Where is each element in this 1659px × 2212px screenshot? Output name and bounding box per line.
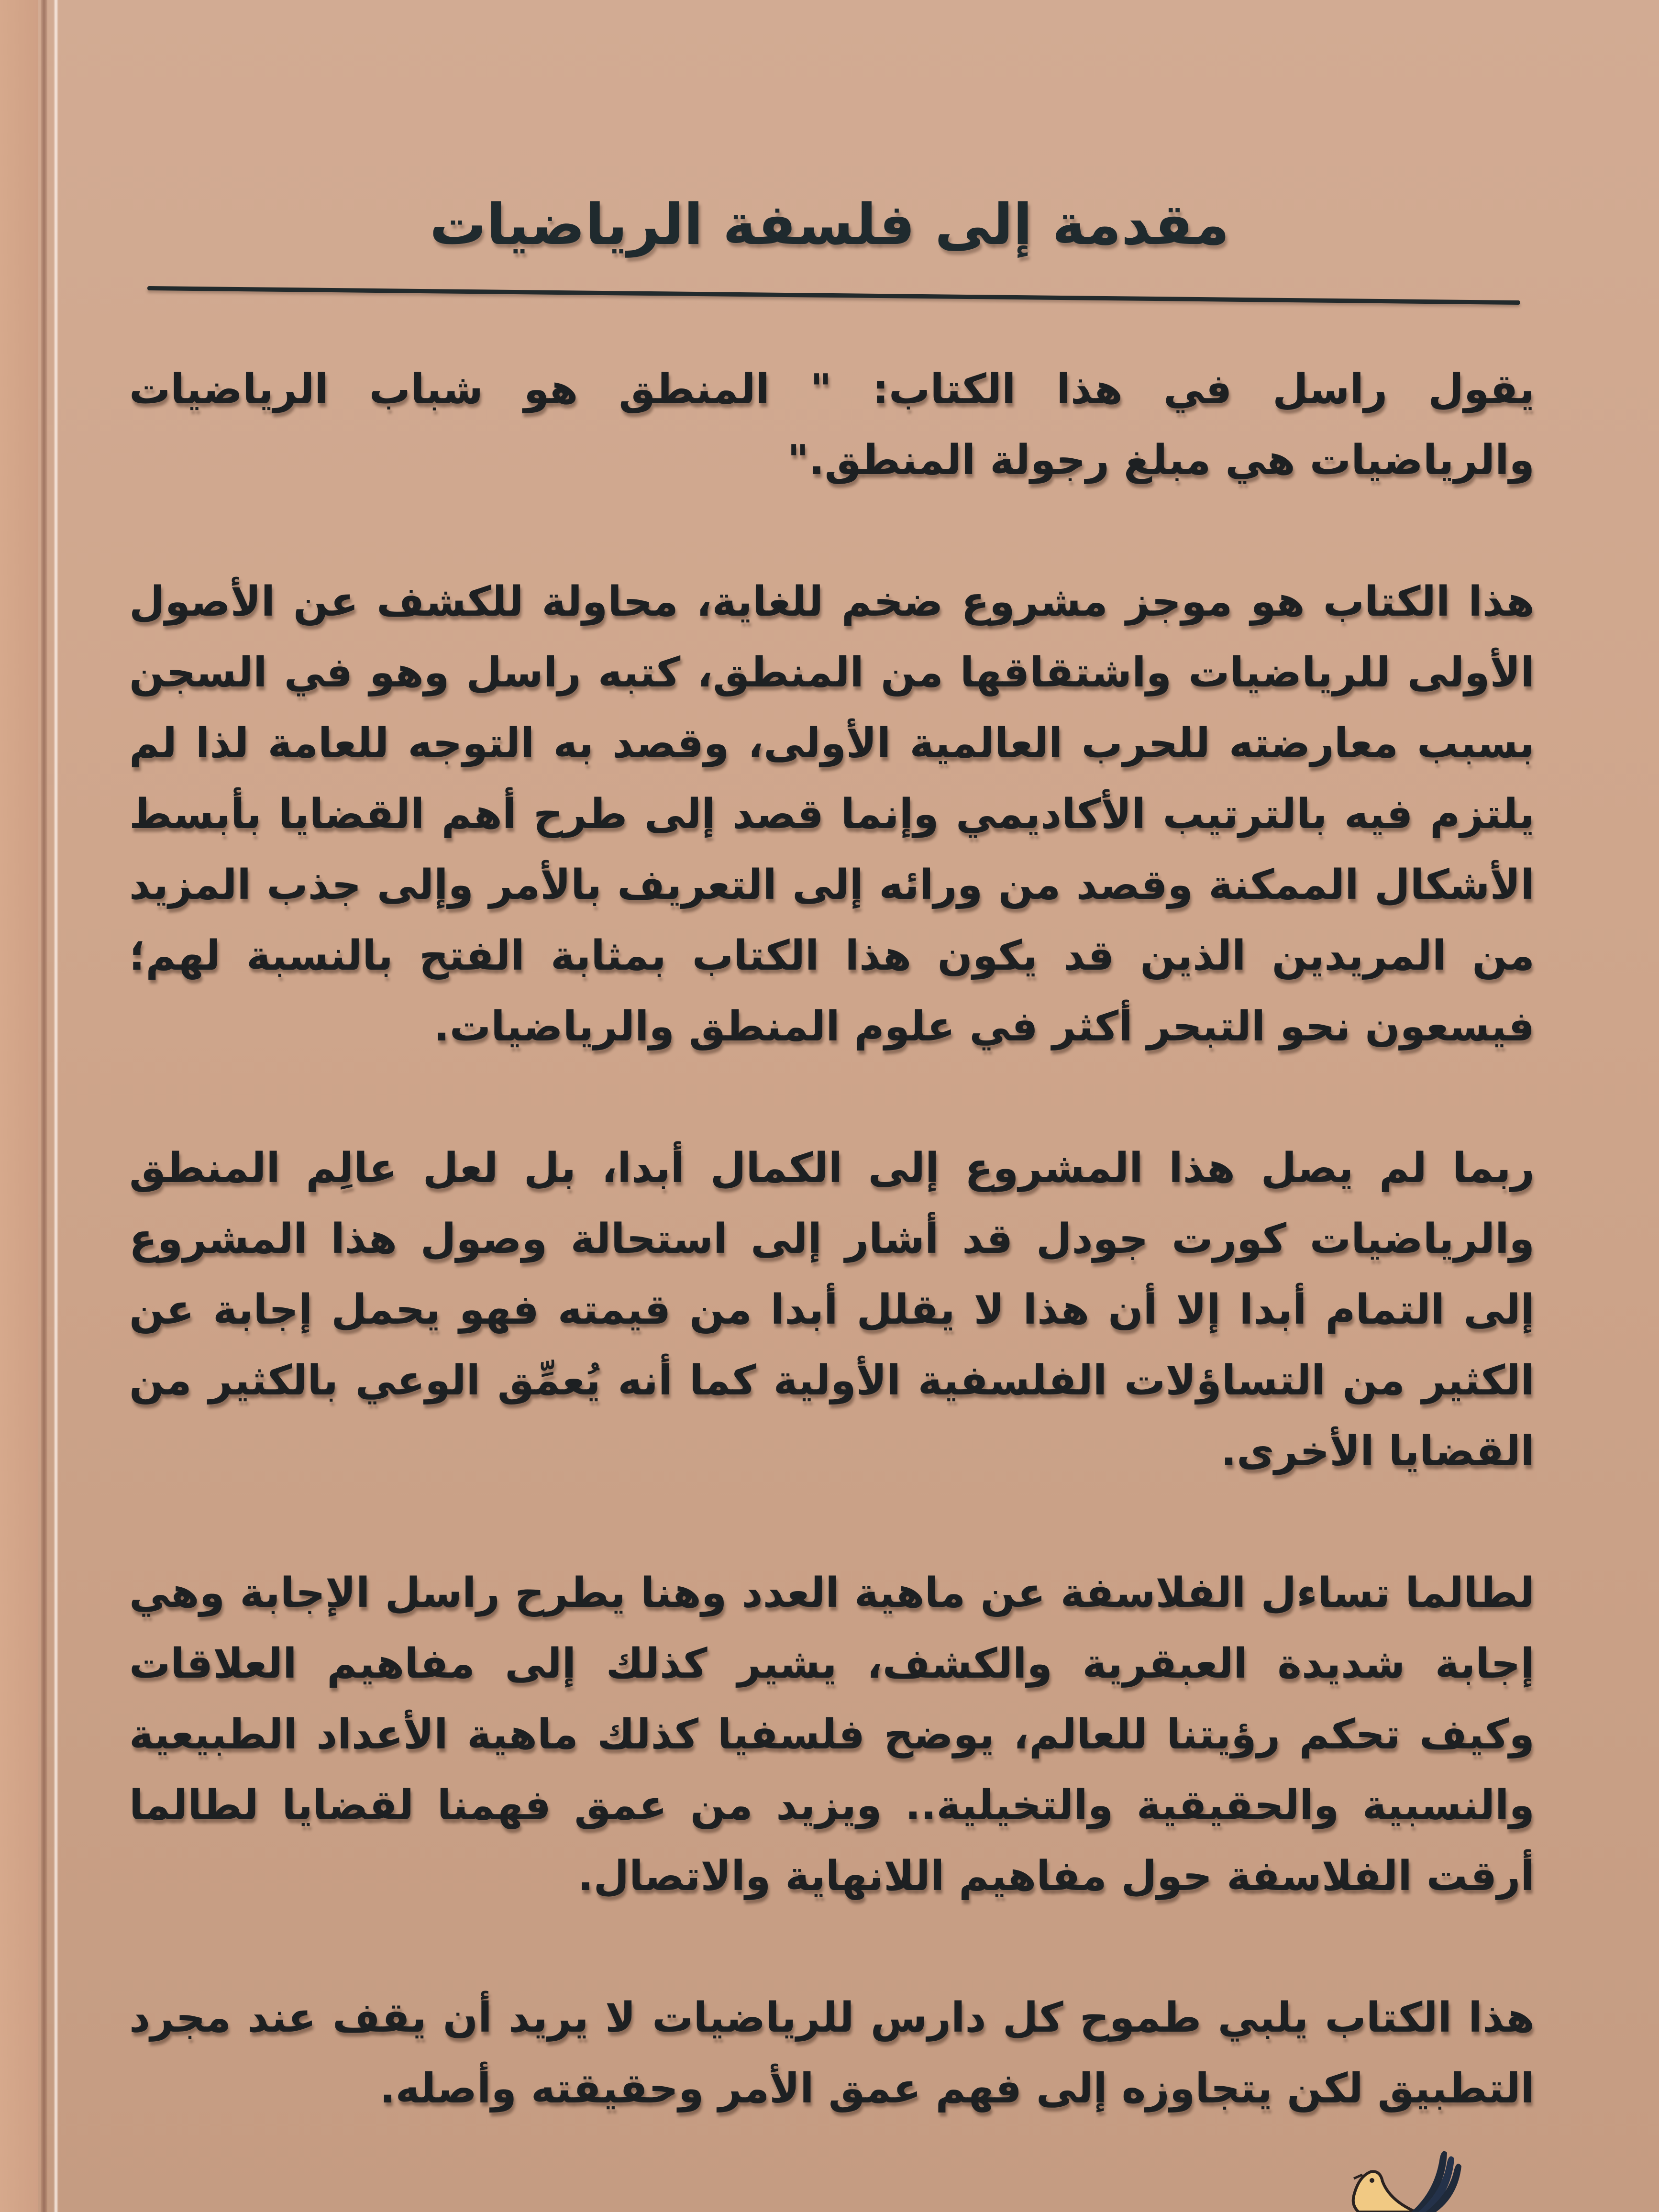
- title-divider: [147, 286, 1520, 305]
- paragraph-quote: يقول راسل في هذا الكتاب: " المنطق هو شباب الرياضيات والرياضيات هي مبلغ رجولة المنطق.": [129, 365, 1535, 484]
- blurb-text: [129, 354, 1535, 2195]
- paragraph-godel: ربما لم يصل هذا المشروع إلى الكمال أبدا، بل لعل عالِم المنطق والرياضيات كورت جودل قد أشار إلى استحالة وصول هذا المشروع إلى التمام أبدا إلا أن هذا لا يقلل أبدا من قيمته فهو يحمل إجابة عن الكثير من التساؤلات الفلسفية الأولية كما أنه يُعمِّق الوعي بالكثير من القضايا الأخرى.: [129, 1144, 1535, 1475]
- paragraph-summary: هذا الكتاب هو موجز مشروع ضخم للغاية، محاولة للكشف عن الأصول الأولى للرياضيات واشتقاقها من المنطق، كتبه راسل وهو في السجن بسبب معارضته للحرب العالمية الأولى، وقصد به التوجه للعامة لذا لم يلتزم فيه بالترتيب الأكاديمي وإنما قصد إلى طرح أهم القضايا بأبسط الأشكال الممكنة وقصد من ورائه إلى التعريف بالأمر وإلى جذب المزيد من المريدين الذين قد يكون هذا الكتاب بمثابة الفتح بالنسبة لهم؛ فيسعون نحو التبحر أكثر في علوم المنطق والرياضيات.: [129, 578, 1535, 1051]
- book-spine-edge: [0, 0, 38, 2212]
- spine-groove-highlight: [54, 0, 58, 2212]
- paragraph-number: لطالما تساءل الفلاسفة عن ماهية العدد وهنا يطرح راسل الإجابة وهي إجابة شديدة العبقرية والكشف، يشير كذلك إلى مفاهيم العلاقات وكيف تحكم رؤيتنا للعالم، يوضح فلسفيا كذلك ماهية الأعداد الطبيعية والنسبية والحقيقية والتخيلية.. ويزيد من عمق فهمنا لقضايا لطالما أرقت الفلاسفة حول مفاهيم اللانهاية والاتصال.: [129, 1569, 1535, 1900]
- paragraph-closing: هذا الكتاب يلبي طموح كل دارس للرياضيات لا يريد أن يقف عند مجرد التطبيق لكن يتجاوزه إلى فهم عمق الأمر وحقيقته وأصله.: [129, 1994, 1535, 2112]
- book-title: مقدمة إلى فلسفة الرياضيات: [430, 191, 1229, 257]
- spine-groove-shadow: [41, 0, 47, 2212]
- bird-logo-icon: [1344, 2138, 1536, 2212]
